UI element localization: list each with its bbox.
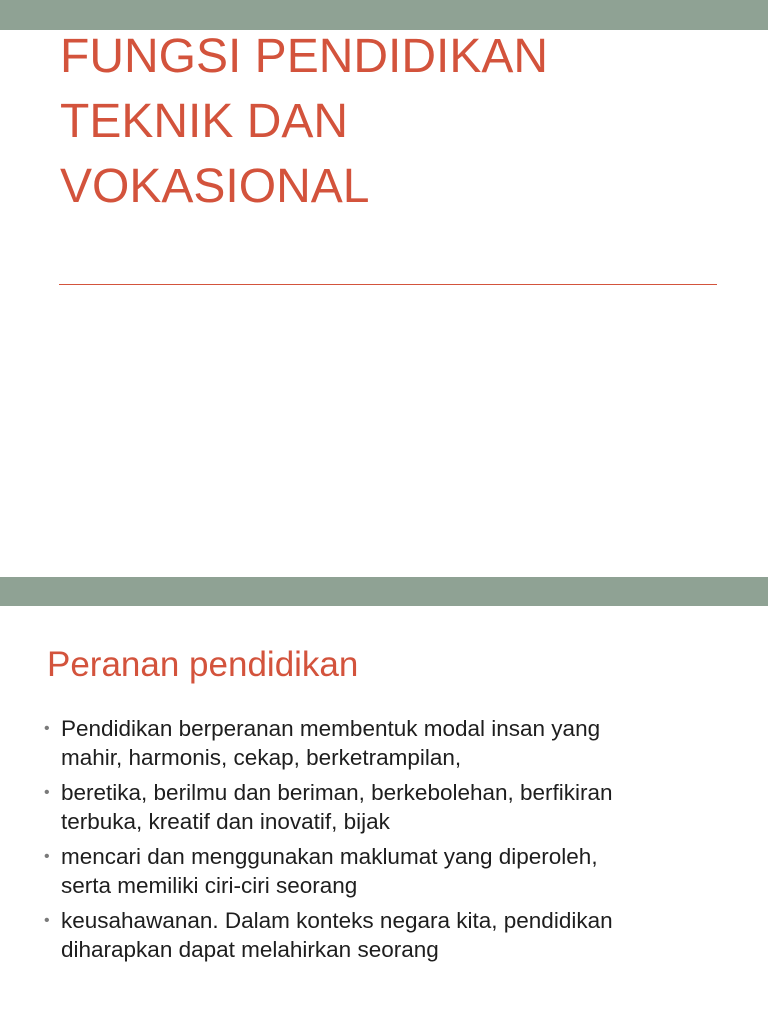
- slide-1-title-line: TEKNIK DAN: [60, 95, 349, 148]
- bullet-line: terbuka, kreatif dan inovatif, bijak: [61, 809, 390, 834]
- bullet-text: [61, 906, 734, 964]
- bullet-line: diharapkan dapat melahirkan seorang: [61, 937, 439, 962]
- bullet-item: [44, 778, 734, 836]
- bullet-item: [44, 842, 734, 900]
- bullet-marker: •: [44, 912, 50, 929]
- slide-separator-band: [0, 577, 768, 606]
- bullet-line: beretika, berilmu dan beriman, berkebolehan, berfikiran: [61, 780, 613, 805]
- bullet-item: [44, 714, 734, 772]
- slide-1-title-line: FUNGSI PENDIDIKAN: [60, 30, 549, 83]
- bullet-line: keusahawanan. Dalam konteks negara kita, pendidikan: [61, 908, 613, 933]
- bullet-line: serta memiliki ciri-ciri seorang: [61, 873, 358, 898]
- bullet-text: [61, 778, 734, 836]
- bullet-marker: •: [44, 720, 50, 737]
- bullet-marker: •: [44, 784, 50, 801]
- bullet-line: mahir, harmonis, cekap, berketrampilan,: [61, 745, 462, 770]
- bullet-line: mencari dan menggunakan maklumat yang diperoleh,: [61, 844, 598, 869]
- bullet-line: Pendidikan berperanan membentuk modal insan yang: [61, 716, 601, 741]
- slide-1-title: [60, 24, 740, 219]
- bullet-item: [44, 906, 734, 964]
- bullet-text: [61, 714, 734, 772]
- bullet-marker: •: [44, 848, 50, 865]
- slide-2-title: Peranan pendidikan: [47, 645, 359, 684]
- bullet-list: [44, 714, 734, 970]
- title-divider-line: [59, 284, 717, 285]
- bullet-text: [61, 842, 734, 900]
- slide-1-title-line: VOKASIONAL: [60, 160, 370, 213]
